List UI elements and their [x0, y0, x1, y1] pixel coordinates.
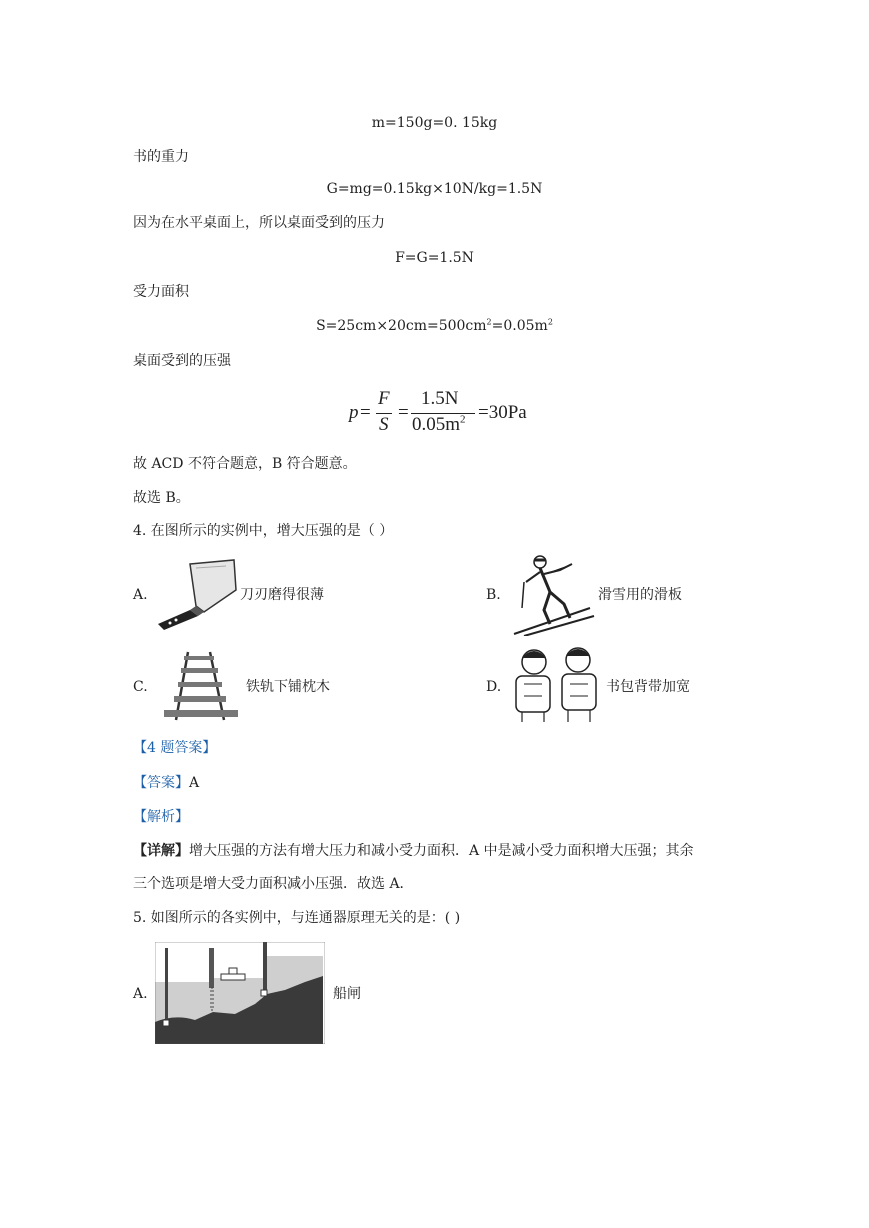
- formula-result: =30Pa: [478, 402, 527, 423]
- q4-analysis-header: 【解析】: [133, 809, 189, 825]
- conclusion-text: 故 ACD 不符合题意，B 符合题意。: [133, 456, 357, 472]
- formula-p: p: [349, 402, 359, 423]
- formula-S: S: [379, 414, 389, 435]
- q4-stem: 4. 在图所示的实例中，增大压强的是（ ）: [133, 523, 394, 539]
- railway-track-icon: [154, 650, 244, 722]
- detail-text-1: 增大压强的方法有增大压力和减小受力面积．A 中是减小受力面积增大压强；其余: [189, 843, 694, 859]
- knife-icon: [156, 556, 240, 632]
- mass-equation: m=150g=0. 15kg: [371, 115, 498, 131]
- area-sup-1: 2: [486, 317, 492, 327]
- pressure-force-label: 因为在水平桌面上，所以桌面受到的压力: [133, 215, 385, 231]
- q4-option-c-letter: C.: [133, 679, 148, 695]
- formula-F: F: [378, 388, 390, 409]
- q4-detail-line2: 三个选项是增大受力面积减小压强．故选 A．: [133, 876, 414, 892]
- backpack-children-icon: [510, 644, 606, 724]
- q4-option-c-caption: 铁轨下铺枕木: [246, 679, 330, 695]
- q4-detail-line1: [133, 842, 694, 860]
- pressure-label: 桌面受到的压强: [133, 353, 231, 369]
- area-sup-2: 2: [547, 317, 553, 327]
- answer-tag: 【答案】: [133, 775, 189, 791]
- weight-equation: G=mg=0.15kg×10N/kg=1.5N: [326, 181, 543, 197]
- skier-icon: [510, 552, 596, 636]
- formula-eq1: =: [360, 402, 371, 423]
- q4-option-b-caption: 滑雪用的滑板: [598, 587, 682, 603]
- q5-option-a-caption: 船闸: [333, 986, 361, 1002]
- formula-eq2: =: [398, 402, 409, 423]
- area-label: 受力面积: [133, 284, 189, 300]
- formula-denominator: $0.05m^2$: [412, 413, 466, 435]
- force-equation: F=G=1.5N: [395, 250, 474, 266]
- area-equation-main: S=25cm×20cm=500cm: [316, 318, 487, 334]
- q4-option-b-letter: B.: [486, 587, 501, 603]
- q4-option-a-letter: A.: [133, 587, 148, 603]
- q4-option-d-caption: 书包背带加宽: [606, 679, 690, 695]
- q5-stem: 5. 如图所示的各实例中，与连通器原理无关的是：( ): [133, 910, 461, 926]
- answer-value: A: [189, 775, 200, 791]
- pressure-formula: [0, 390, 869, 438]
- detail-tag: 【详解】: [133, 843, 189, 859]
- q5-option-a-letter: A.: [133, 986, 148, 1002]
- formula-numerator: 1.5N: [421, 388, 459, 409]
- q4-answer: [133, 774, 199, 792]
- q4-answer-header: 【4 题答案】: [133, 740, 217, 756]
- q4-option-a-caption: 刀刃磨得很薄: [240, 587, 324, 603]
- weight-label: 书的重力: [133, 149, 189, 165]
- area-equation-mid: =0.05m: [491, 318, 548, 334]
- area-equation: [0, 317, 869, 335]
- q4-option-d-letter: D.: [486, 679, 502, 695]
- ship-lock-diagram: [155, 942, 325, 1044]
- choose-text: 故选 B。: [133, 490, 190, 506]
